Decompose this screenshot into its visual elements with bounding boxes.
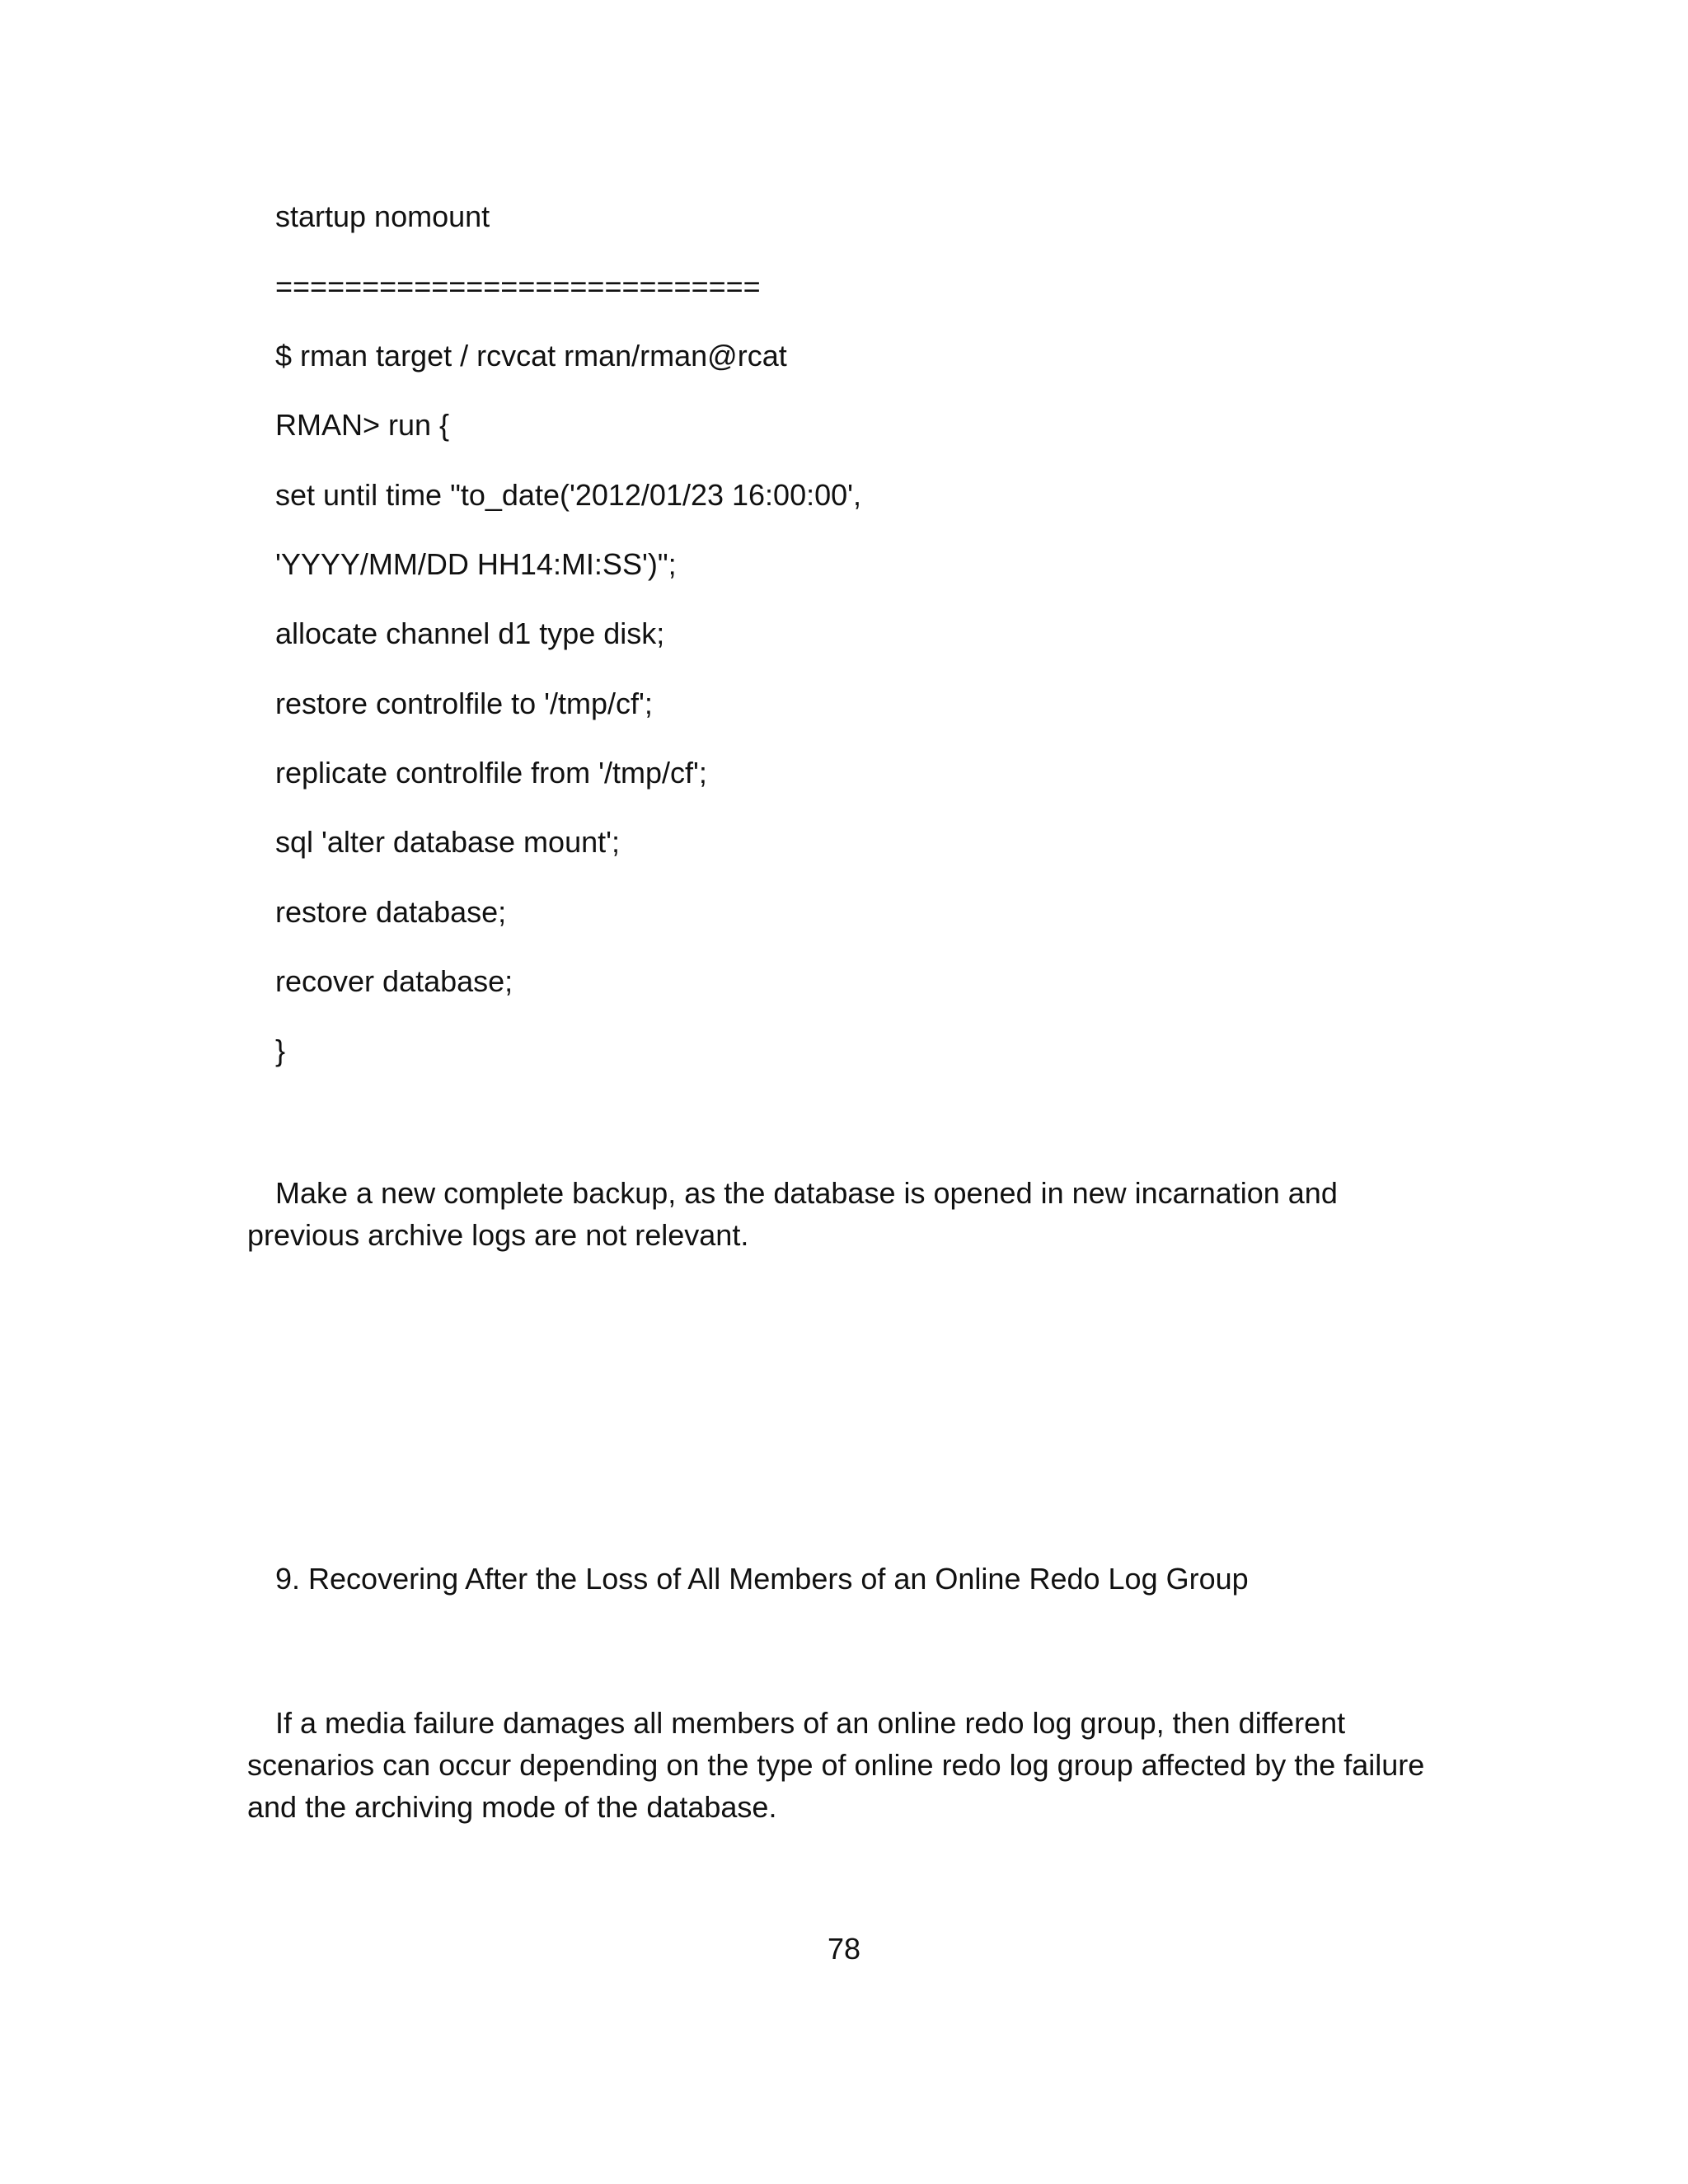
media-failure-paragraph: If a media failure damages all members of an online redo log group, then different scenarios can occur depending on the type of online redo log group affected by the failure and the archiving mode of the database. (247, 1706, 1425, 1824)
code-line: allocate channel d1 type disk; (275, 616, 665, 650)
section-heading: 9. Recovering After the Loss of All Members of an Online Redo Log Group (275, 1562, 1249, 1596)
code-line: replicate controlfile from '/tmp/cf'; (275, 756, 707, 790)
code-line: } (275, 1033, 286, 1067)
code-line: restore controlfile to '/tmp/cf'; (275, 687, 653, 720)
code-line: recover database; (275, 964, 513, 998)
code-line: startup nomount (275, 199, 490, 233)
code-line: restore database; (275, 895, 507, 929)
code-line: sql 'alter database mount'; (275, 825, 620, 859)
backup-paragraph: Make a new complete backup, as the database is opened in new incarnation and previous archive logs are not relevant. (247, 1176, 1338, 1252)
page-number: 78 (827, 1932, 861, 1966)
code-line: RMAN> run { (275, 408, 450, 442)
code-line: 'YYYY/MM/DD HH14:MI:SS')"; (275, 547, 677, 581)
code-line: set until time "to_date('2012/01/23 16:00:00', (275, 478, 862, 512)
code-line: ============================ (275, 269, 761, 303)
code-line: $ rman target / rcvcat rman/rman@rcat (275, 339, 787, 373)
